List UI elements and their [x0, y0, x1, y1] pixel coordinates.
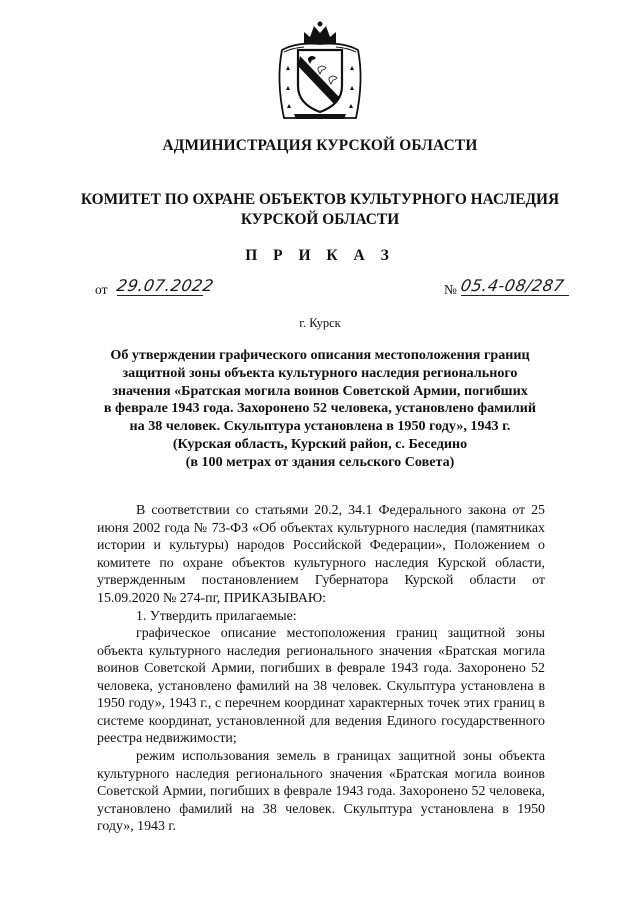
order-number — [444, 276, 584, 302]
order-item-1: 1. Утвердить прилагаемые: — [136, 609, 297, 624]
title-line: Об утверждении графического описания местоположения границ — [110, 347, 530, 363]
committee-heading — [0, 190, 640, 230]
number-underline — [461, 295, 569, 296]
date-underline — [117, 295, 203, 296]
title-line: защитной зоны объекта культурного наследия регионального — [122, 364, 518, 381]
title-line: на 38 человек. Скульптура установлена в 1950 году», 1943 г. — [129, 418, 511, 435]
date-prefix: от — [95, 282, 108, 297]
order-title — [0, 347, 640, 472]
date-value: 29.07.2022 — [115, 276, 216, 295]
title-line: в феврале 1943 года. Захоронено 52 человека, установлено фамилий — [103, 400, 537, 417]
committee-heading-line: КОМИТЕТ ПО ОХРАНЕ ОБЪЕКТОВ КУЛЬТУРНОГО НАСЛЕДИЯ — [80, 191, 560, 208]
title-line: (Курская область, Курский район, с. Беседино — [172, 435, 468, 452]
number-value: 05.4-08/287 — [459, 276, 566, 295]
graphic-description-paragraph: графическое описание местоположения границ защитной зоны объекта культурного наследия регионального значения «Братская могила воинов Советской Армии, погибших в феврале 1943 года. Захоронено 52 человека, установлено фамилий на 38 человек. Скульптура установлена в 1950 году», 1943 г., с перечнем координат характерных точек этих границ в системе координат, установленной для ведения Единого государственного реестра недвижимости; — [97, 626, 545, 746]
title-line: (в 100 метрах от здания сельского Совета) — [185, 453, 455, 470]
committee-heading-line: КУРСКОЙ ОБЛАСТИ — [240, 211, 400, 228]
land-use-regime-paragraph: режим использования земель в границах защитной зоны объекта культурного наследия регионального значения «Братская могила воинов Советской Армии, погибших в феврале 1943 года. Захоронено 52 человека, установлено фамилий на 38 человек. Скульптура установлена в 1950 году», 1943 г. — [97, 749, 545, 834]
administration-heading: АДМИНИСТРАЦИЯ КУРСКОЙ ОБЛАСТИ — [162, 137, 478, 154]
preamble-paragraph: В соответствии со статьями 20.2, 34.1 Федерального закона от 25 июня 2002 года № 73-ФЗ «Об объектах культурного наследия (памятниках истории и культуры) народов Российской Федерации», Положением о комитете по охране объектов культурного наследия Курской области, утвержденным постановлением Губернатора Курской области от 15.09.2020 № 274-пг, ПРИКАЗЫВАЮ: — [97, 503, 545, 606]
document-type: П Р И К А З — [245, 247, 395, 264]
order-date — [95, 276, 215, 302]
number-prefix: № — [444, 282, 457, 297]
title-line: значения «Братская могила воинов Советской Армии, погибших — [112, 382, 528, 399]
kursk-region-coat-of-arms-icon — [274, 20, 366, 122]
city-label: г. Курск — [299, 316, 341, 330]
